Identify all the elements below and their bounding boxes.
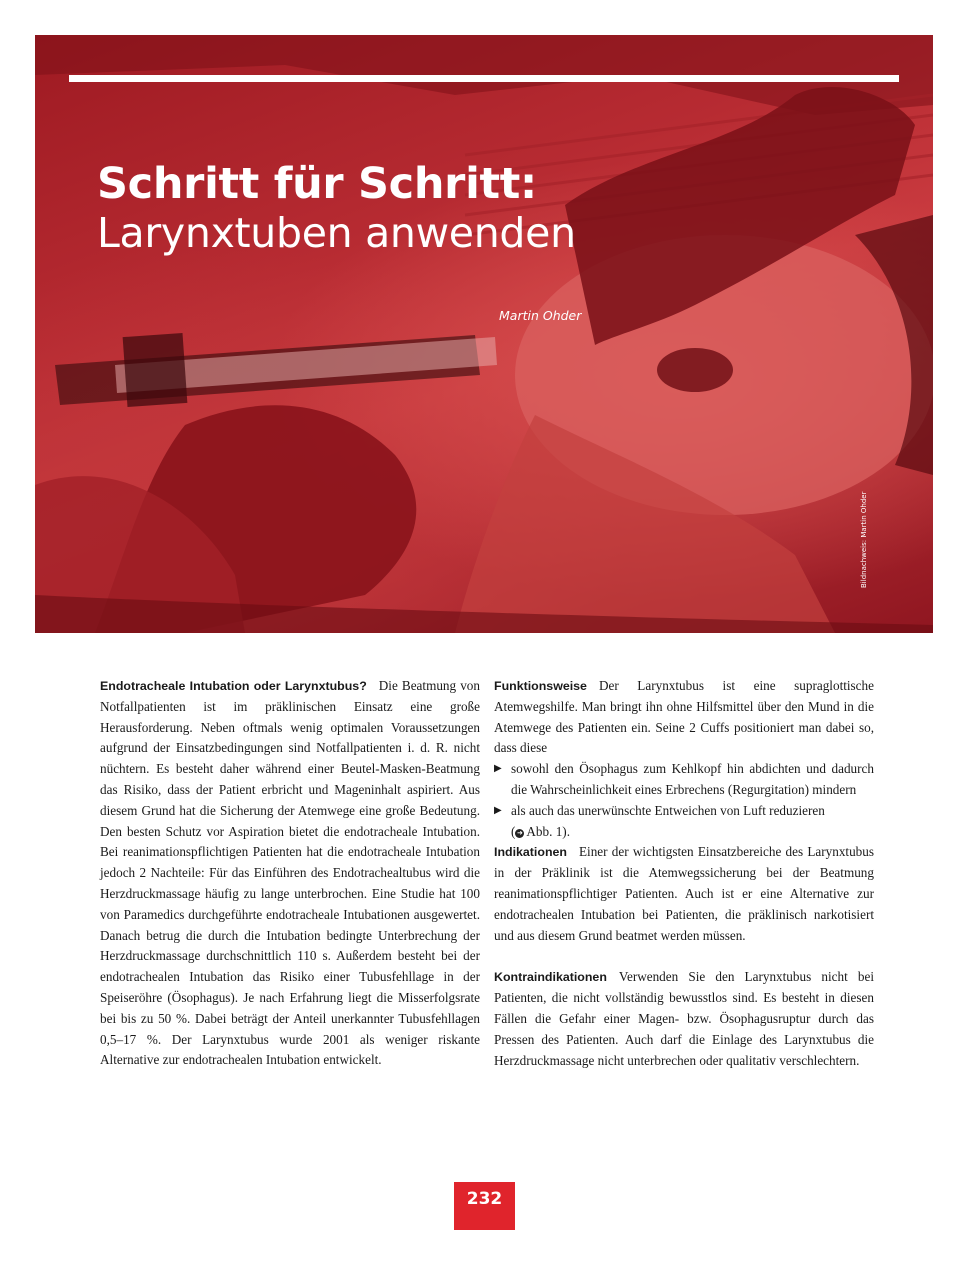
bullet-arrow-icon: ▶ [494, 763, 502, 775]
list-item [494, 801, 874, 843]
intro-paragraph [100, 676, 480, 1071]
indikationen-text: Einer der wichtigsten Einsatzbereiche des Larynxtubus in der Präklinik ist die Atemwegssicherung bei der Beatmung reanimationspflichtiger Patienten. Auch ist er eine Alternative zur endotrachealen Intubation bei Patienten, die präklinisch narkotisiert und aus diesem Grund beatmet werden müssen. [494, 844, 874, 943]
page-title: Schritt für Schritt: [97, 159, 537, 209]
section-heading-indikationen: Indikationen [494, 845, 567, 860]
funktion-list [494, 759, 874, 842]
reference-arrow-icon: ➜ [516, 828, 523, 837]
bullet-arrow-icon: ▶ [494, 804, 502, 816]
right-column [494, 676, 874, 1071]
section-heading-kontraindikationen: Kontraindikationen [494, 970, 607, 985]
hero-photo [35, 35, 933, 633]
image-credit: Bildnachweis: Martin Ohder [860, 491, 868, 588]
figure-reference[interactable]: Abb. 1). [526, 823, 570, 839]
left-column [100, 676, 480, 1071]
hero-image [35, 35, 933, 633]
funktion-paragraph [494, 676, 874, 759]
section-heading-intubation: Endotracheale Intubation oder Larynxtubus? [100, 679, 367, 693]
indikationen-paragraph [494, 842, 874, 946]
ref-paren: ( [511, 823, 516, 839]
kontra-text: Verwenden Sie den Larynxtubus nicht bei Patienten, die nicht vollständig bewusstlos sind. Es besteht in diesen Fällen die Gefahr einer Magen- bzw. Ösophagusruptur durch das Pressen des Patienten. Auch darf die Einlage des Larynxtubus die Herzdruckmassage nicht unterbrechen oder qualitativ verschlechtern. [494, 969, 874, 1068]
author-name: Martin Ohder [499, 308, 582, 323]
kontra-paragraph [494, 967, 874, 1071]
funktion-text: Der Larynxtubus ist eine supraglottische Atemwegshilfe. Man bringt ihn ohne Hilfsmittel über den Mund in die Atemwege des Patienten ein. Seine 2 Cuffs positioniert man dabei so, dass diese [494, 678, 874, 756]
section-heading-funktionsweise: Funktionsweise [494, 679, 587, 693]
list-item [494, 759, 874, 801]
page-subtitle: Larynxtuben anwenden [97, 209, 576, 257]
list-item-text: als auch das unerwünschte Entweichen von Luft reduzieren [511, 802, 825, 818]
header-rule [69, 75, 899, 82]
list-item-text: sowohl den Ösophagus zum Kehlkopf hin abdichten und dadurch die Wahrscheinlichkeit eines Erbrechens (Regurgitation) mindern [511, 761, 874, 797]
page-number: 232 [454, 1182, 515, 1230]
intro-text: Die Beatmung von Notfallpatienten ist im präklinischen Einsatz eine große Herausforderung. Neben oftmals wenig optimalen Voraussetzungen aufgrund der Einsatzbedingungen sind Notfallpatienten i. d. R. nicht nüchtern. Es besteht daher während einer Beutel-Masken-Beatmung das Risiko, dass der Patient erbricht und Mageninhalt aspiriert. Aus diesem Grund hat die Sicherung der Atemwege eine große Bedeutung. Den besten Schutz vor Aspiration bietet die endotracheale Intubation. Bei reanimationspflichtigen Patienten hat die endotracheale Intubation jedoch 2 Nachteile: Für das Einführen des Endotrachealtubus wird die Herzdruckmassage häufig zu lange unterbrochen. Eine Studie hat 100 von Paramedics durchgeführte endotracheale Intubationen ausgewertet. Danach betrug die durch die Intubation bedingte Unterbrechung der Herzdruckmassage durchschnittlich 110 s. Außerdem besteht bei der endotrachealen Intubation das Risiko einer Tubusfehllage in der Speiseröhre (Ösophagus). Je nach Erfahrung liegt die Misserfolgsrate bei bis zu 50 %. Dabei beträgt der Anteil unerkannter Tubusfehllagen 0,5–17 %. Der Larynxtubus wurde 2001 als weniger riskante Alternative zur endotrachealen Intubation entwickelt. [100, 678, 480, 1068]
